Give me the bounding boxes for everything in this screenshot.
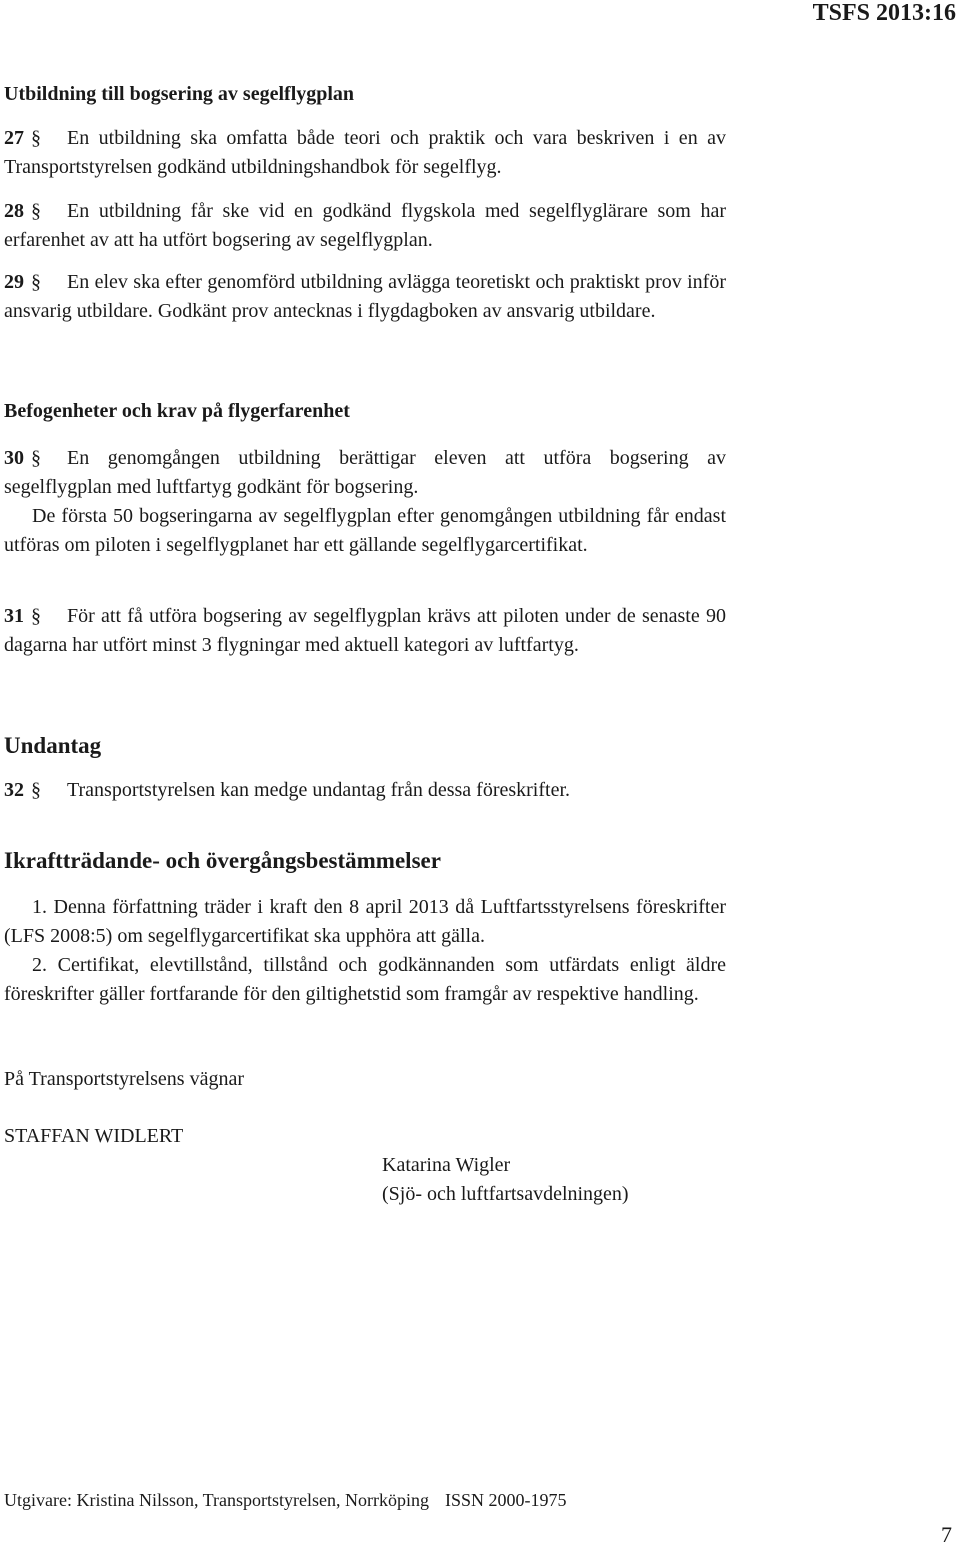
cosigner-name: Katarina Wigler	[382, 1154, 511, 1176]
paragraph-32	[4, 776, 726, 805]
section-sign-icon: §	[31, 200, 41, 222]
paragraph-text: De första 50 bogseringarna av segelflygplan efter genomgången utbildning får endast utföras om piloten i segelflygplanet har ett gällande segelflygarcertifikat.	[4, 505, 726, 556]
paragraph-text: En genomgången utbildning berättigar eleven att utföra bogsering av segelflygplan med luftfartyg godkänt för bogsering.	[4, 447, 726, 498]
paragraph-text: 2. Certifikat, elevtillstånd, tillstånd och godkännanden som utfärdats enligt äldre föreskrifter gäller fortfarande för den giltighetstid som framgår av respektive handling.	[4, 954, 726, 1005]
publisher: Utgivare: Kristina Nilsson, Transportstyrelsen, Norrköping	[4, 1490, 429, 1510]
paragraph-31	[4, 602, 726, 660]
paragraph-text: För att få utföra bogsering av segelflygplan krävs att piloten under de senaste 90 dagarna har utfört minst 3 flygningar med aktuell kategori av luftfartyg.	[4, 605, 726, 656]
section-sign-icon: §	[31, 271, 41, 293]
paragraph-text: 1. Denna författning träder i kraft den 8 april 2013 då Luftfartsstyrelsens föreskrifter (LFS 2008:5) om segelflygarcertifikat ska upphöra att gälla.	[4, 896, 726, 947]
paragraph-27	[4, 124, 726, 182]
section-heading: Befogenheter och krav på flygerfarenhet	[4, 400, 350, 422]
paragraph-number: 30	[4, 447, 24, 469]
paragraph-30	[4, 444, 726, 502]
section-heading: Utbildning till bogsering av segelflygplan	[4, 83, 355, 105]
paragraph-number: 31	[4, 605, 24, 627]
section-sign-icon: §	[31, 447, 41, 469]
section-sign-icon: §	[31, 779, 41, 801]
transition-item-2	[4, 951, 726, 1009]
cosigner-department: (Sjö- och luftfartsavdelningen)	[382, 1183, 629, 1205]
signer-name: STAFFAN WIDLERT	[4, 1125, 184, 1147]
paragraph-number: 29	[4, 271, 24, 293]
paragraph-text: En utbildning får ske vid en godkänd flygskola med segelflyglärare som har erfarenhet av att ha utfört bogsering av segelflygplan.	[4, 200, 726, 251]
paragraph-text: En elev ska efter genomförd utbildning avlägga teoretiskt och praktiskt prov inför ansvarig utbildare. Godkänt prov antecknas i flygdagboken av ansvarig utbildare.	[4, 271, 726, 322]
document-code: TSFS 2013:16	[812, 0, 956, 26]
publisher-line	[4, 1490, 566, 1511]
paragraph-number: 32	[4, 779, 24, 801]
page-number: 7	[941, 1522, 952, 1547]
paragraph-28	[4, 197, 726, 255]
section-heading: Undantag	[4, 733, 102, 758]
section-heading: Ikraftträdande- och övergångsbestämmelser	[4, 848, 441, 873]
section-sign-icon: §	[31, 605, 41, 627]
issn: ISSN 2000-1975	[444, 1490, 567, 1510]
paragraph-text: En utbildning ska omfatta både teori och praktik och vara beskriven i en av Transportstyrelsen godkänd utbildningshandbok för segelflyg.	[4, 127, 726, 178]
section-sign-icon: §	[31, 127, 41, 149]
paragraph-30-continued	[4, 502, 726, 560]
on-behalf-line: På Transportstyrelsens vägnar	[4, 1068, 244, 1090]
transition-item-1	[4, 893, 726, 951]
paragraph-text: Transportstyrelsen kan medge undantag från dessa föreskrifter.	[67, 779, 571, 801]
paragraph-number: 28	[4, 200, 24, 222]
paragraph-number: 27	[4, 127, 24, 149]
paragraph-29	[4, 268, 726, 326]
